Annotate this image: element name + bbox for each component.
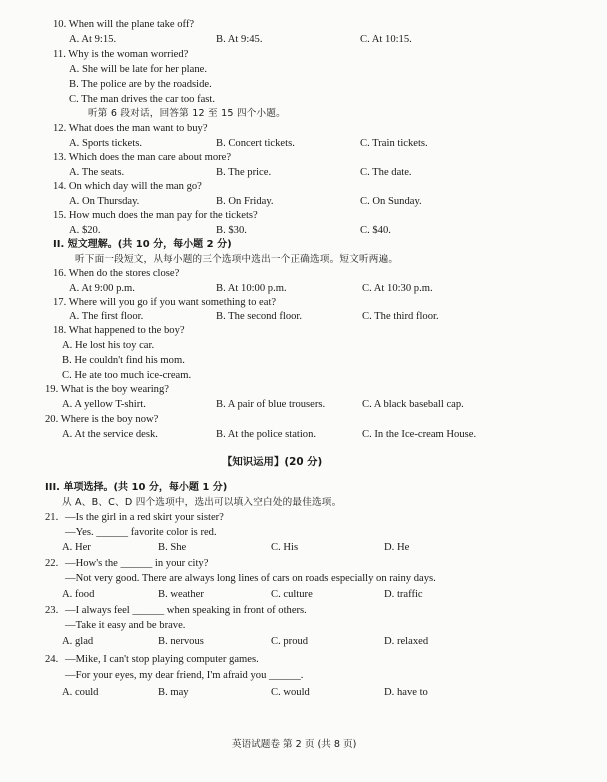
option-15c: C. $40. bbox=[360, 225, 391, 236]
option-18c: C. He ate too much ice-cream. bbox=[62, 370, 192, 381]
option-18b: B. He couldn't find his mom. bbox=[62, 355, 185, 366]
question-22-line-1: —How's the ______ in your city? bbox=[65, 558, 209, 569]
option-20c: C. In the Ice-cream House. bbox=[362, 429, 477, 440]
option-10c: C. At 10:15. bbox=[360, 34, 412, 45]
option-19a: A. A yellow T-shirt. bbox=[62, 399, 146, 410]
question-24-line-1: —Mike, I can't stop playing computer games. bbox=[65, 654, 259, 665]
question-24-number: 24. bbox=[45, 654, 59, 665]
question-18: 18. What happened to the boy? bbox=[53, 325, 185, 336]
option-22a: A. food bbox=[62, 589, 95, 600]
question-24-line-2: —For your eyes, my dear friend, I'm afraid you ______. bbox=[65, 670, 304, 681]
option-16a: A. At 9:00 p.m. bbox=[69, 283, 135, 294]
question-21-number: 21. bbox=[45, 512, 59, 523]
question-10: 10. When will the plane take off? bbox=[53, 19, 195, 30]
option-24d: D. have to bbox=[384, 687, 428, 698]
option-22c: C. culture bbox=[271, 589, 313, 600]
option-11a: A. She will be late for her plane. bbox=[69, 64, 207, 75]
option-19b: B. A pair of blue trousers. bbox=[216, 399, 326, 410]
option-15b: B. $30. bbox=[216, 225, 247, 236]
option-21c: C. His bbox=[271, 542, 299, 553]
option-13c: C. The date. bbox=[360, 167, 412, 178]
question-19: 19. What is the boy wearing? bbox=[45, 384, 169, 395]
option-23b: B. nervous bbox=[158, 636, 204, 647]
option-12b: B. Concert tickets. bbox=[216, 138, 295, 149]
question-23-line-1: —I always feel ______ when speaking in front of others. bbox=[65, 605, 307, 616]
option-21a: A. Her bbox=[62, 542, 91, 553]
option-21d: D. He bbox=[384, 542, 410, 553]
option-22b: B. weather bbox=[158, 589, 204, 600]
option-20a: A. At the service desk. bbox=[62, 429, 158, 440]
question-23-number: 23. bbox=[45, 605, 59, 616]
instruction-talk-6: 听第 6 段对话，回答第 12 至 15 四个小题。 bbox=[88, 108, 286, 119]
option-14b: B. On Friday. bbox=[216, 196, 274, 207]
question-15: 15. How much does the man pay for the tickets? bbox=[53, 210, 258, 221]
question-21-line-2: —Yes. ______ favorite color is red. bbox=[65, 527, 217, 538]
page-footer: 英语试题卷 第 2 页 (共 8 页) bbox=[232, 739, 357, 750]
question-22-line-2: —Not very good. There are always long lines of cars on roads especially on rainy days. bbox=[65, 573, 436, 584]
option-18a: A. He lost his toy car. bbox=[62, 340, 155, 351]
question-22-number: 22. bbox=[45, 558, 59, 569]
question-21-line-1: —Is the girl in a red skirt your sister? bbox=[65, 512, 224, 523]
option-20b: B. At the police station. bbox=[216, 429, 317, 440]
option-14c: C. On Sunday. bbox=[360, 196, 422, 207]
question-11: 11. Why is the woman worried? bbox=[53, 49, 189, 60]
option-14a: A. On Thursday. bbox=[69, 196, 140, 207]
section-2-instruction: 听下面一段短文，从每小题的三个选项中选出一个正确选项。短文听两遍。 bbox=[75, 254, 399, 265]
option-21b: B. She bbox=[158, 542, 187, 553]
knowledge-heading: 【知识运用】(20 分) bbox=[222, 456, 323, 468]
question-20: 20. Where is the boy now? bbox=[45, 414, 159, 425]
option-15a: A. $20. bbox=[69, 225, 101, 236]
option-24a: A. could bbox=[62, 687, 99, 698]
option-17c: C. The third floor. bbox=[362, 311, 439, 322]
option-10b: B. At 9:45. bbox=[216, 34, 263, 45]
option-13b: B. The price. bbox=[216, 167, 272, 178]
option-12c: C. Train tickets. bbox=[360, 138, 428, 149]
option-17b: B. The second floor. bbox=[216, 311, 303, 322]
option-13a: A. The seats. bbox=[69, 167, 125, 178]
option-24c: C. would bbox=[271, 687, 310, 698]
question-13: 13. Which does the man care about more? bbox=[53, 152, 232, 163]
option-17a: A. The first floor. bbox=[69, 311, 144, 322]
option-24b: B. may bbox=[158, 687, 189, 698]
section-3-title: III. 单项选择。(共 10 分，每小题 1 分) bbox=[45, 482, 228, 493]
question-14: 14. On which day will the man go? bbox=[53, 181, 202, 192]
option-23a: A. glad bbox=[62, 636, 94, 647]
section-3-instruction: 从 A、B、C、D 四个选项中，选出可以填入空白处的最佳选项。 bbox=[62, 497, 342, 508]
option-16b: B. At 10:00 p.m. bbox=[216, 283, 287, 294]
option-22d: D. traffic bbox=[384, 589, 423, 600]
option-16c: C. At 10:30 p.m. bbox=[362, 283, 433, 294]
option-23c: C. proud bbox=[271, 636, 309, 647]
option-10a: A. At 9:15. bbox=[69, 34, 117, 45]
option-11c: C. The man drives the car too fast. bbox=[69, 94, 216, 105]
option-19c: C. A black baseball cap. bbox=[362, 399, 464, 410]
option-12a: A. Sports tickets. bbox=[69, 138, 142, 149]
section-2-title: II. 短文理解。(共 10 分，每小题 2 分) bbox=[53, 239, 232, 250]
question-16: 16. When do the stores close? bbox=[53, 268, 180, 279]
question-12: 12. What does the man want to buy? bbox=[53, 123, 208, 134]
option-23d: D. relaxed bbox=[384, 636, 429, 647]
question-17: 17. Where will you go if you want something to eat? bbox=[53, 297, 277, 308]
option-11b: B. The police are by the roadside. bbox=[69, 79, 212, 90]
question-23-line-2: —Take it easy and be brave. bbox=[65, 620, 186, 631]
